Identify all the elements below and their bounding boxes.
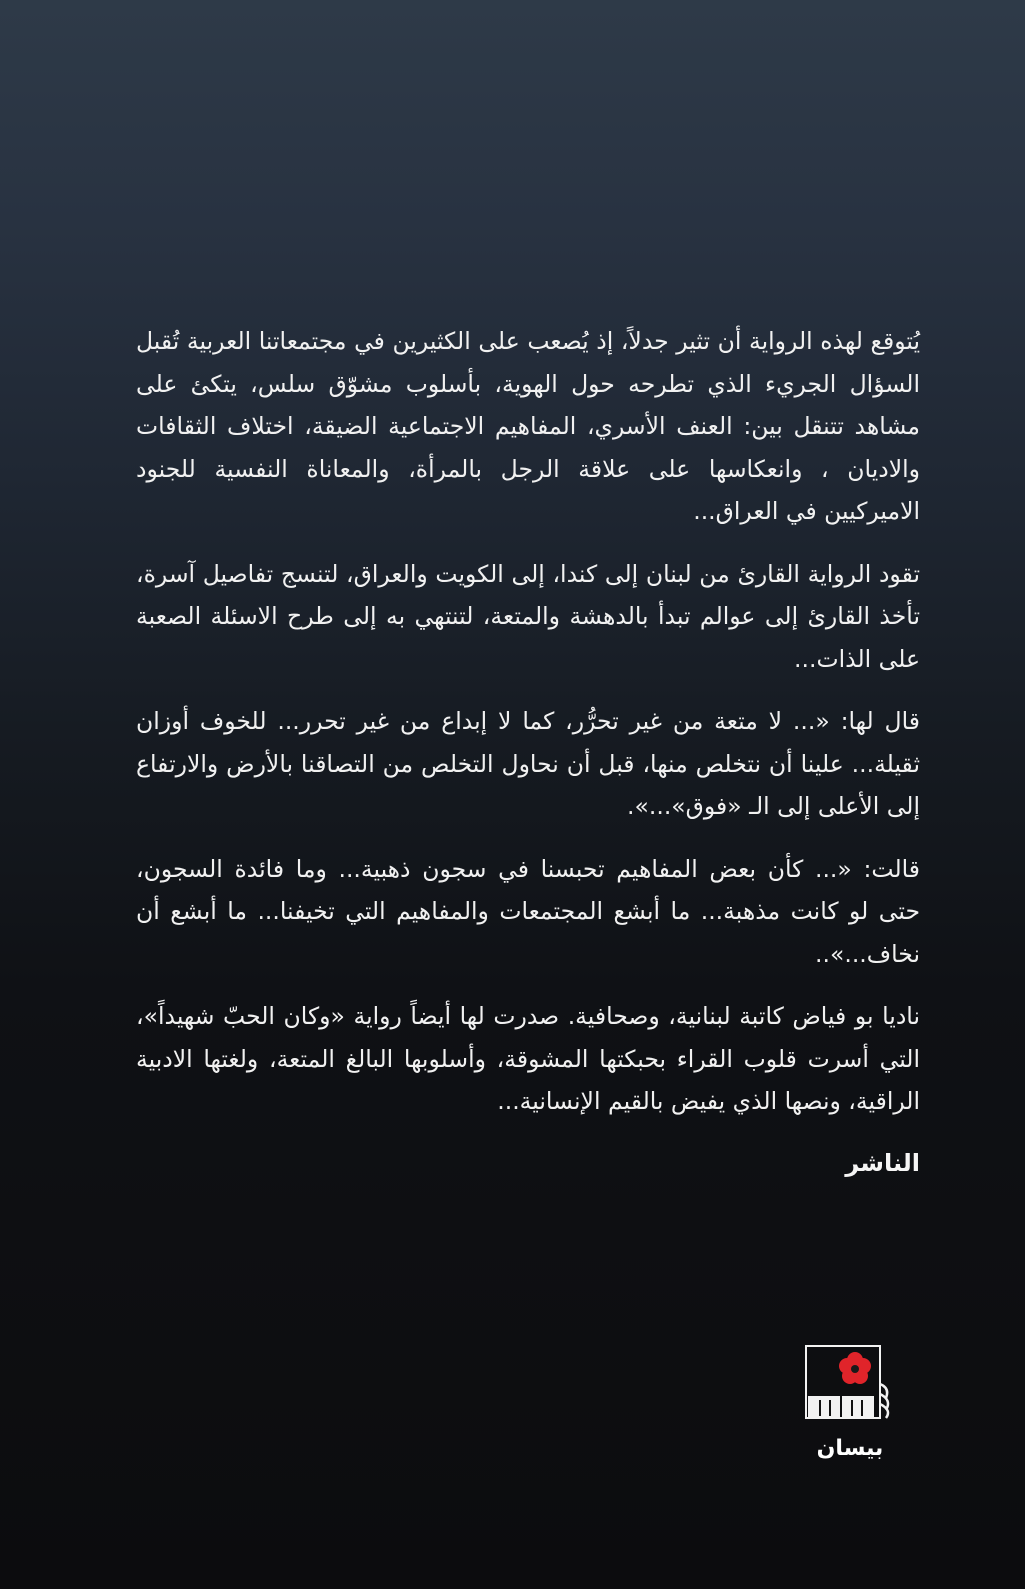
paragraph-4-quote: قالت: «... كأن بعض المفاهيم تحبسنا في سجون ذهبية... وما فائدة السجون، حتى لو كانت مذهبة... ما أبشع المجتمعات والمفاهيم التي تخيفنا... ما أبشع أن نخاف...».. (136, 854, 920, 968)
publisher-logo (800, 1344, 900, 1468)
paragraph-3-quote: قال لها: «... لا متعة من غير تحرُّر، كما لا إبداع من غير تحرر... للخوف أوزان ثقيلة... علينا أن نتخلص منها، قبل أن نحاول التخلص من التصاقنا بالأرض والارتفاع إلى الأعلى إلى الـ «فوق»...». (136, 707, 920, 820)
publisher-logo-name: بيسان (816, 1436, 884, 1461)
paragraph-5-author-bio: ناديا بو فياض كاتبة لبنانية، وصحافية. صدرت لها أيضاً رواية «وكان الحبّ شهيداً»، التي أسرت قلوب القراء بحبكتها المشوقة، وأسلوبها البالغ المتعة، ولغتها الادبية الراقية، ونصها الذي يفيض بالقيم الإنسانية... (136, 1002, 920, 1115)
publisher-signature: الناشر (845, 1148, 920, 1177)
poppy-flower-book-logo-icon (800, 1344, 900, 1434)
paragraph-2: تقود الرواية القارئ من لبنان إلى كندا، إلى الكويت والعراق، لتنسج تفاصيل آسرة، تأخذ القارئ إلى عوالم تبدأ بالدهشة والمتعة، لتنتهي به إلى طرح الاسئلة الصعبة على الذات... (136, 559, 920, 673)
paragraph-1: يُتوقع لهذه الرواية أن تثير جدلاً، إذ يُصعب على الكثيرين في مجتمعاتنا العربية تُقبل السؤال الجريء الذي تطرحه حول الهوية، بأسلوب مشوّق سلس، يتكئ على مشاهد تتنقل بين: العنف الأسري، المفاهيم الاجتماعية الضيقة، اختلاف الثقافات والاديان ، وانعكاسها على علاقة الرجل بالمرأة، والمعاناة النفسية للجنود الاميركيين في العراق... (136, 327, 920, 525)
blurb-text (136, 320, 920, 1183)
